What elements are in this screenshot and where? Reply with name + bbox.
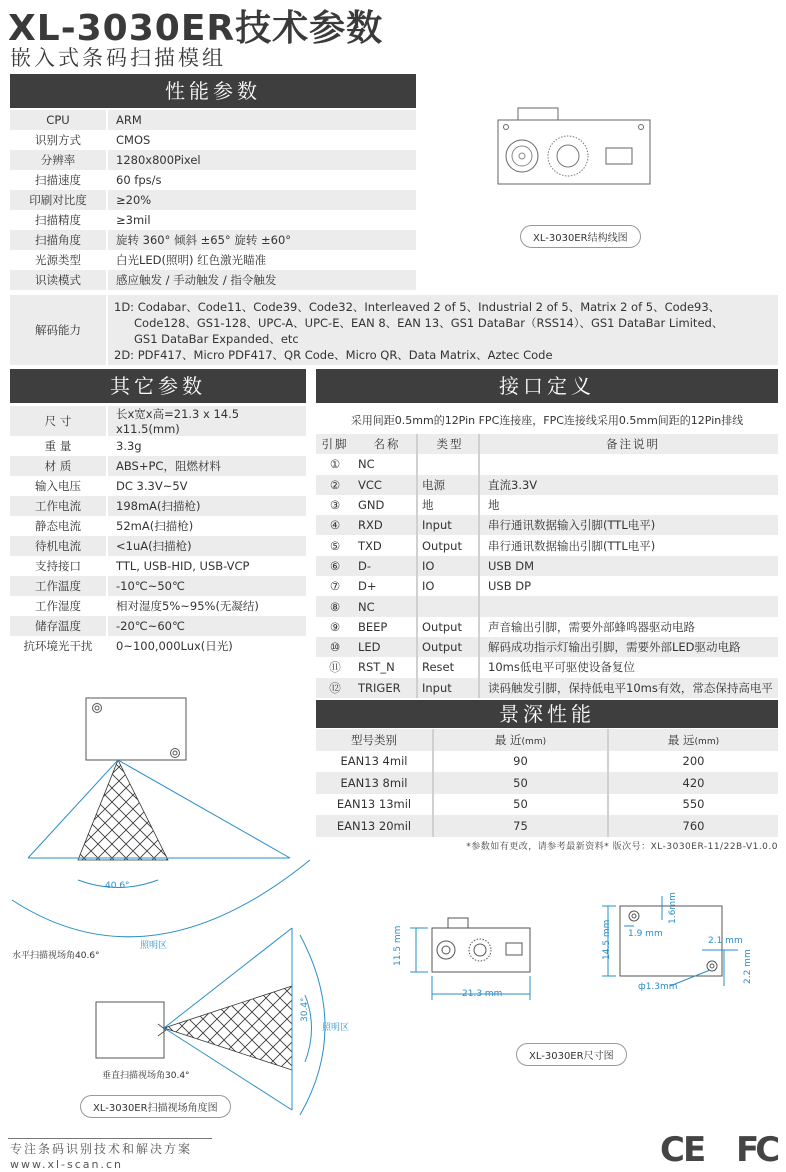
- depth-near: 75: [433, 815, 608, 837]
- pin-name: D-: [354, 556, 417, 576]
- spec-row: [10, 616, 306, 636]
- dim-hole: ф1.3mm: [638, 982, 678, 992]
- decode-line-1: 1D: Codabar、Code11、Code39、Code32、Interleaved 2 of 5、Industrial 2 of 5、Matrix 2 of 5、Code93、: [114, 300, 721, 314]
- dim-width: 21.3 mm: [462, 989, 503, 999]
- spec-key: 扫描精度: [10, 210, 107, 230]
- pin-number: ④: [316, 515, 354, 535]
- dim-left: 1.9 mm: [628, 929, 663, 939]
- depth-table: [316, 729, 778, 837]
- depth-far: 550: [608, 794, 778, 816]
- pin-desc: 串行通讯数据输入引脚(TTL电平): [479, 515, 778, 535]
- spec-key: 扫描角度: [10, 230, 107, 250]
- pin-number: ③: [316, 495, 354, 515]
- decode-line-2: Code128、GS1-128、UPC-A、UPC-E、EAN 8、EAN 13、GS1 DataBar（RSS14）、GS1 DataBar Limited、: [134, 316, 724, 330]
- spec-key: 分辨率: [10, 150, 107, 170]
- pin-row: [316, 657, 778, 677]
- pin-name: D+: [354, 576, 417, 596]
- footer-divider: [8, 1138, 212, 1139]
- spec-value: ≥3mil: [107, 210, 416, 230]
- pin-name: TRIGER: [354, 678, 417, 698]
- spec-key: 重 量: [10, 436, 107, 456]
- pin-desc: USB DM: [479, 556, 778, 576]
- spec-key: 抗环境光干扰: [10, 636, 107, 656]
- depth-near: 50: [433, 772, 608, 794]
- pin-desc: [479, 596, 778, 616]
- dimension-drawing: [380, 890, 780, 1020]
- spec-value: ABS+PC，阻燃材料: [107, 456, 306, 476]
- pin-type: [417, 596, 479, 616]
- pin-row: [316, 637, 778, 657]
- depth-footnote: *参数如有更改，请参考最新资料* 版次号：XL-3030ER-11/22B-V1.0.0: [466, 842, 778, 852]
- pin-type: IO: [417, 556, 479, 576]
- other-heading: 其它参数: [10, 369, 306, 403]
- spec-key: 静态电流: [10, 516, 107, 536]
- depth-near: 50: [433, 794, 608, 816]
- pin-type: Output: [417, 617, 479, 637]
- depth-model: EAN13 13mil: [316, 794, 433, 816]
- spec-row: [10, 406, 306, 436]
- pin-row: [316, 576, 778, 596]
- spec-key: 识别方式: [10, 130, 107, 150]
- pin-number: ⑦: [316, 576, 354, 596]
- v-angle-caption: 垂直扫描视场角30.4°: [102, 1071, 190, 1081]
- pin-type: [417, 454, 479, 474]
- pin-name: TXD: [354, 535, 417, 555]
- spec-key: 支持接口: [10, 556, 107, 576]
- spec-key: 工作湿度: [10, 596, 107, 616]
- spec-key: CPU: [10, 110, 107, 130]
- spec-key: 输入电压: [10, 476, 107, 496]
- spec-value: 相对湿度5%~95%(无凝结): [107, 596, 306, 616]
- spec-key: 尺 寸: [10, 406, 107, 436]
- pin-col-name: 名称: [354, 434, 417, 454]
- pin-name: LED: [354, 637, 417, 657]
- pin-name: NC: [354, 454, 417, 474]
- pin-row: [316, 454, 778, 474]
- spec-value: 0~100,000Lux(日光): [107, 636, 306, 656]
- pin-name: VCC: [354, 475, 417, 495]
- pin-name: GND: [354, 495, 417, 515]
- pin-name: BEEP: [354, 617, 417, 637]
- spec-value: CMOS: [107, 130, 416, 150]
- pin-row: [316, 475, 778, 495]
- spec-value: -20℃~60℃: [107, 616, 306, 636]
- spec-value: 长x宽x高=21.3 x 14.5 x11.5(mm): [107, 406, 306, 436]
- decode-row: [10, 295, 778, 365]
- spec-row: [10, 536, 306, 556]
- depth-row: [316, 815, 778, 837]
- spec-key: 工作温度: [10, 576, 107, 596]
- spec-row: [10, 476, 306, 496]
- depth-model: EAN13 20mil: [316, 815, 433, 837]
- structure-drawing: [490, 100, 660, 190]
- spec-key: 材 质: [10, 456, 107, 476]
- other-table: [10, 406, 306, 656]
- spec-value: <1uA(扫描枪): [107, 536, 306, 556]
- pin-desc: 串行通讯数据输出引脚(TTL电平): [479, 535, 778, 555]
- depth-row: [316, 751, 778, 773]
- dim-r2: 2.2 mm: [743, 949, 753, 984]
- depth-heading: 景深性能: [316, 700, 778, 728]
- spec-row: [10, 576, 306, 596]
- pin-type: Input: [417, 678, 479, 698]
- interface-note: 采用间距0.5mm的12Pin FPC连接座，FPC连接线采用0.5mm间距的12Pin排线: [350, 414, 744, 427]
- spec-row: [10, 596, 306, 616]
- pin-type: Input: [417, 515, 479, 535]
- pin-row: [316, 495, 778, 515]
- pin-type: Output: [417, 637, 479, 657]
- depth-col-far: 最 远(mm): [608, 729, 778, 751]
- spec-key: 识读模式: [10, 270, 107, 290]
- spec-value: ARM: [107, 110, 416, 130]
- spec-row: [10, 496, 306, 516]
- perf-table: [10, 110, 416, 290]
- pin-col-type: 类型: [417, 434, 479, 454]
- spec-row: [10, 170, 416, 190]
- v-zone-label: 照明区: [322, 1023, 350, 1033]
- spec-key: 工作电流: [10, 496, 107, 516]
- pin-number: ①: [316, 454, 354, 474]
- structure-caption: XL-3030ER结构线图: [520, 225, 641, 248]
- pin-type: 地: [417, 495, 479, 515]
- depth-far: 760: [608, 815, 778, 837]
- pin-row: [316, 535, 778, 555]
- perf-heading: 性能参数: [10, 74, 416, 108]
- pin-name: RXD: [354, 515, 417, 535]
- spec-row: [10, 150, 416, 170]
- spec-row: [10, 456, 306, 476]
- pin-number: ②: [316, 475, 354, 495]
- pin-desc: 读码触发引脚，保持低电平10ms有效，常态保持高电平: [479, 678, 778, 698]
- decode-line-4: 2D: PDF417、Micro PDF417、QR Code、Micro QR、Data Matrix、Aztec Code: [114, 348, 553, 362]
- pin-name: RST_N: [354, 657, 417, 677]
- pin-desc: 10ms低电平可驱使设备复位: [479, 657, 778, 677]
- pin-type: Reset: [417, 657, 479, 677]
- pin-number: ⑨: [316, 617, 354, 637]
- spec-key: 待机电流: [10, 536, 107, 556]
- depth-far: 420: [608, 772, 778, 794]
- ce-mark: CE: [660, 1130, 705, 1170]
- spec-value: TTL, USB-HID, USB-VCP: [107, 556, 306, 576]
- spec-value: ≥20%: [107, 190, 416, 210]
- dim-depth: 14.5 mm: [602, 919, 612, 960]
- depth-col-near: 最 近(mm): [433, 729, 608, 751]
- page-title: XL-3030ER技术参数: [8, 8, 384, 49]
- pin-row: [316, 678, 778, 698]
- dim-top: 1.6mm: [668, 892, 678, 924]
- angle-drawing: [0, 690, 360, 1120]
- dim-r1: 2.1 mm: [708, 936, 743, 946]
- depth-far: 200: [608, 751, 778, 773]
- pin-type: Output: [417, 535, 479, 555]
- spec-key: 印刷对比度: [10, 190, 107, 210]
- spec-row: [10, 556, 306, 576]
- spec-row: [10, 516, 306, 536]
- spec-value: 52mA(扫描枪): [107, 516, 306, 536]
- spec-row: [10, 110, 416, 130]
- pin-name: NC: [354, 596, 417, 616]
- pin-desc: 解码成功指示灯输出引脚，需要外部LED驱动电路: [479, 637, 778, 657]
- pin-type: IO: [417, 576, 479, 596]
- page-subtitle: 嵌入式条码扫描模组: [10, 46, 226, 70]
- v-angle-label: 30.4°: [300, 997, 310, 1022]
- decode-label: 解码能力: [10, 295, 108, 365]
- spec-value: 3.3g: [107, 436, 306, 456]
- spec-row: [10, 230, 416, 250]
- spec-row: [10, 270, 416, 290]
- h-zone-label: 照明区: [140, 941, 168, 951]
- spec-value: 60 fps/s: [107, 170, 416, 190]
- dims-caption: XL-3030ER尺寸图: [516, 1043, 627, 1066]
- dim-height: 11.5 mm: [393, 925, 403, 966]
- spec-value: 旋转 360° 倾斜 ±65° 旋转 ±60°: [107, 230, 416, 250]
- pin-row: [316, 596, 778, 616]
- depth-row: [316, 772, 778, 794]
- spec-key: 储存温度: [10, 616, 107, 636]
- pin-desc: 声音输出引脚，需要外部蜂鸣器驱动电路: [479, 617, 778, 637]
- pin-number: ⑩: [316, 637, 354, 657]
- pin-number: ⑫: [316, 678, 354, 698]
- depth-col-model: 型号类别: [316, 729, 433, 751]
- pin-type: 电源: [417, 475, 479, 495]
- pin-number: ⑪: [316, 657, 354, 677]
- pin-col-desc: 备注说明: [479, 434, 778, 454]
- spec-row: [10, 210, 416, 230]
- pin-desc: 地: [479, 495, 778, 515]
- decode-value: [114, 299, 723, 363]
- pin-row: [316, 617, 778, 637]
- spec-value: 1280x800Pixel: [107, 150, 416, 170]
- footer-slogan: 专注条码识别技术和解决方案: [10, 1142, 193, 1156]
- spec-value: -10℃~50℃: [107, 576, 306, 596]
- interface-heading: 接口定义: [316, 369, 778, 403]
- depth-model: EAN13 4mil: [316, 751, 433, 773]
- spec-row: [10, 190, 416, 210]
- fcc-mark: FC: [736, 1130, 777, 1170]
- pin-col-pin: 引脚: [316, 434, 354, 454]
- pin-desc: [479, 454, 778, 474]
- footer-url[interactable]: www.xl-scan.cn: [10, 1158, 124, 1171]
- h-angle-label: 40.6°: [105, 881, 130, 891]
- spec-value: 白光LED(照明) 红色激光瞄准: [107, 250, 416, 270]
- pin-row: [316, 556, 778, 576]
- spec-key: 扫描速度: [10, 170, 107, 190]
- spec-row: [10, 636, 306, 656]
- pin-table: [316, 434, 778, 698]
- pin-row: [316, 515, 778, 535]
- spec-row: [10, 130, 416, 150]
- spec-row: [10, 250, 416, 270]
- spec-value: DC 3.3V~5V: [107, 476, 306, 496]
- pin-desc: USB DP: [479, 576, 778, 596]
- pin-number: ⑧: [316, 596, 354, 616]
- pin-desc: 直流3.3V: [479, 475, 778, 495]
- pin-number: ⑤: [316, 535, 354, 555]
- spec-value: 感应触发 / 手动触发 / 指令触发: [107, 270, 416, 290]
- h-angle-caption: 水平扫描视场角40.6°: [12, 951, 100, 961]
- depth-row: [316, 794, 778, 816]
- decode-line-3: GS1 DataBar Expanded、etc: [134, 332, 299, 346]
- depth-model: EAN13 8mil: [316, 772, 433, 794]
- spec-key: 光源类型: [10, 250, 107, 270]
- spec-value: 198mA(扫描枪): [107, 496, 306, 516]
- pin-number: ⑥: [316, 556, 354, 576]
- spec-row: [10, 436, 306, 456]
- depth-near: 90: [433, 751, 608, 773]
- angle-caption: XL-3030ER扫描视场角度图: [80, 1095, 231, 1118]
